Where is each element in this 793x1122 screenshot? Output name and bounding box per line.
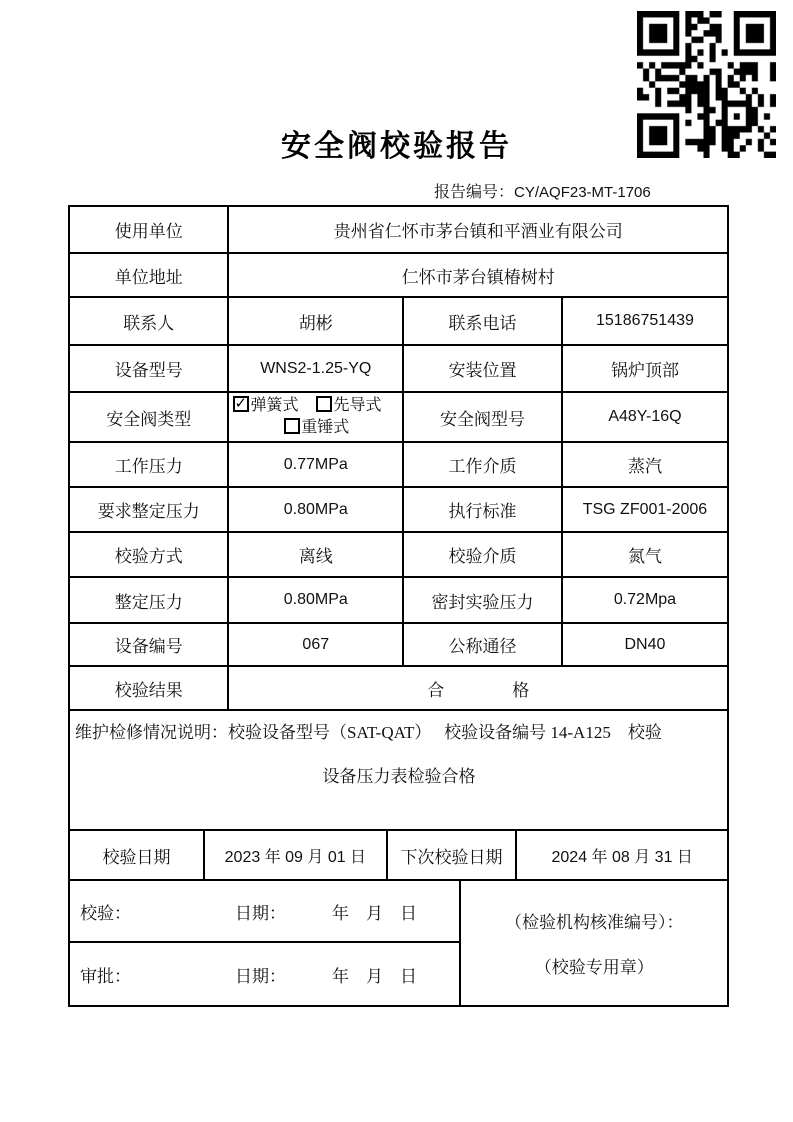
report-table (68, 205, 729, 1007)
table-row (69, 345, 728, 392)
approve-ymd: 年 月 日 (332, 966, 417, 986)
table-row (69, 830, 728, 880)
maintenance-line2: 设备压力表检验合格 (322, 767, 476, 786)
table-row (69, 880, 728, 942)
page-title: 安全阀校验报告 (281, 130, 512, 163)
agency-stamp-label: （校验专用章） (534, 958, 654, 977)
field-value-valve-model: A48Y-16Q (562, 392, 728, 442)
valve-type-option-pilot (316, 397, 381, 414)
field-value-device-no: 067 (228, 623, 403, 666)
table-row (69, 710, 728, 830)
checkbox-label: 重锤式 (301, 419, 350, 436)
field-value-req-set-pressure: 0.80MPa (228, 487, 403, 532)
field-label-cal-medium: 校验介质 (403, 532, 562, 577)
field-label-req-set-pressure: 要求整定压力 (69, 487, 228, 532)
maintenance-line1: 维护检修情况说明：校验设备型号（SAT-QAT） 校验设备编号 14-A125 校验 (75, 723, 662, 742)
agency-approval-number: （检验机构核准编号）： (504, 913, 684, 932)
approve-label: 审批： (80, 966, 131, 986)
checkbox-checked-icon (233, 396, 249, 412)
field-label-contact: 联系人 (69, 297, 228, 345)
valve-type-option-weight (284, 419, 349, 436)
table-row (69, 532, 728, 577)
field-value-unit-address: 仁怀市茅台镇椿树村 (228, 253, 728, 297)
field-label-set-pressure: 整定压力 (69, 577, 228, 623)
field-label-phone: 联系电话 (403, 297, 562, 345)
report-number-value: CY/AQF23-MT-1706 (514, 184, 651, 201)
checkbox-icon (284, 418, 300, 434)
table-row (69, 253, 728, 297)
table-row (69, 666, 728, 710)
field-label-unit-address: 单位地址 (69, 253, 228, 297)
valve-type-options-line2 (231, 417, 400, 439)
report-number (434, 179, 651, 202)
table-row (69, 623, 728, 666)
field-label-cal-date: 校验日期 (69, 830, 204, 880)
field-label-diameter: 公称通径 (403, 623, 562, 666)
signature-table (68, 879, 729, 1007)
field-label-valve-model: 安全阀型号 (403, 392, 562, 442)
checkbox-label: 先导式 (333, 397, 382, 414)
agency-stamp-cell (460, 880, 728, 1006)
field-label-next-date: 下次校验日期 (387, 830, 517, 880)
table-row (69, 297, 728, 345)
field-label-work-pressure: 工作压力 (69, 442, 228, 487)
field-label-cal-method: 校验方式 (69, 532, 228, 577)
field-value-use-unit: 贵州省仁怀市茅台镇和平酒业有限公司 (228, 206, 728, 253)
field-label-seal-pressure: 密封实验压力 (403, 577, 562, 623)
field-value-work-medium: 蒸汽 (562, 442, 728, 487)
approve-date-label: 日期： (235, 966, 286, 986)
date-table (68, 829, 729, 881)
field-label-standard: 执行标准 (403, 487, 562, 532)
field-label-use-unit: 使用单位 (69, 206, 228, 253)
field-label-install-pos: 安装位置 (403, 345, 562, 392)
field-label-device-no: 设备编号 (69, 623, 228, 666)
field-value-diameter: DN40 (562, 623, 728, 666)
field-label-device-model: 设备型号 (69, 345, 228, 392)
field-value-device-model: WNS2-1.25-YQ (228, 345, 403, 392)
field-label-work-medium: 工作介质 (403, 442, 562, 487)
valve-type-option-spring (233, 397, 298, 414)
table-row (69, 577, 728, 623)
field-value-install-pos: 锅炉顶部 (562, 345, 728, 392)
valve-type-options-line1 (231, 395, 400, 417)
calibrate-date-label: 日期： (235, 903, 286, 923)
field-value-contact: 胡彬 (228, 297, 403, 345)
field-value-result: 合 格 (228, 666, 728, 710)
sign-row-approve (69, 942, 460, 1006)
field-value-next-date: 2024 年 08 月 31 日 (516, 830, 728, 880)
field-label-result: 校验结果 (69, 666, 228, 710)
field-value-cal-date: 2023 年 09 月 01 日 (204, 830, 387, 880)
calibrate-label: 校验： (80, 903, 131, 923)
maintenance-note (69, 710, 728, 830)
field-value-valve-type (228, 392, 403, 442)
table-row (69, 206, 728, 253)
field-value-seal-pressure: 0.72Mpa (562, 577, 728, 623)
field-value-work-pressure: 0.77MPa (228, 442, 403, 487)
field-value-cal-method: 离线 (228, 532, 403, 577)
table-row (69, 392, 728, 442)
table-row (69, 487, 728, 532)
main-info-table (68, 205, 729, 831)
field-value-cal-medium: 氮气 (562, 532, 728, 577)
field-value-set-pressure: 0.80MPa (228, 577, 403, 623)
calibrate-ymd: 年 月 日 (332, 903, 417, 923)
field-value-standard: TSG ZF001-2006 (562, 487, 728, 532)
report-number-label: 报告编号： (434, 184, 515, 201)
field-value-phone: 15186751439 (562, 297, 728, 345)
checkbox-icon (316, 396, 332, 412)
table-row (69, 442, 728, 487)
field-label-valve-type: 安全阀类型 (69, 392, 228, 442)
sign-row-calibrate (69, 880, 460, 942)
checkbox-label: 弹簧式 (250, 397, 299, 414)
